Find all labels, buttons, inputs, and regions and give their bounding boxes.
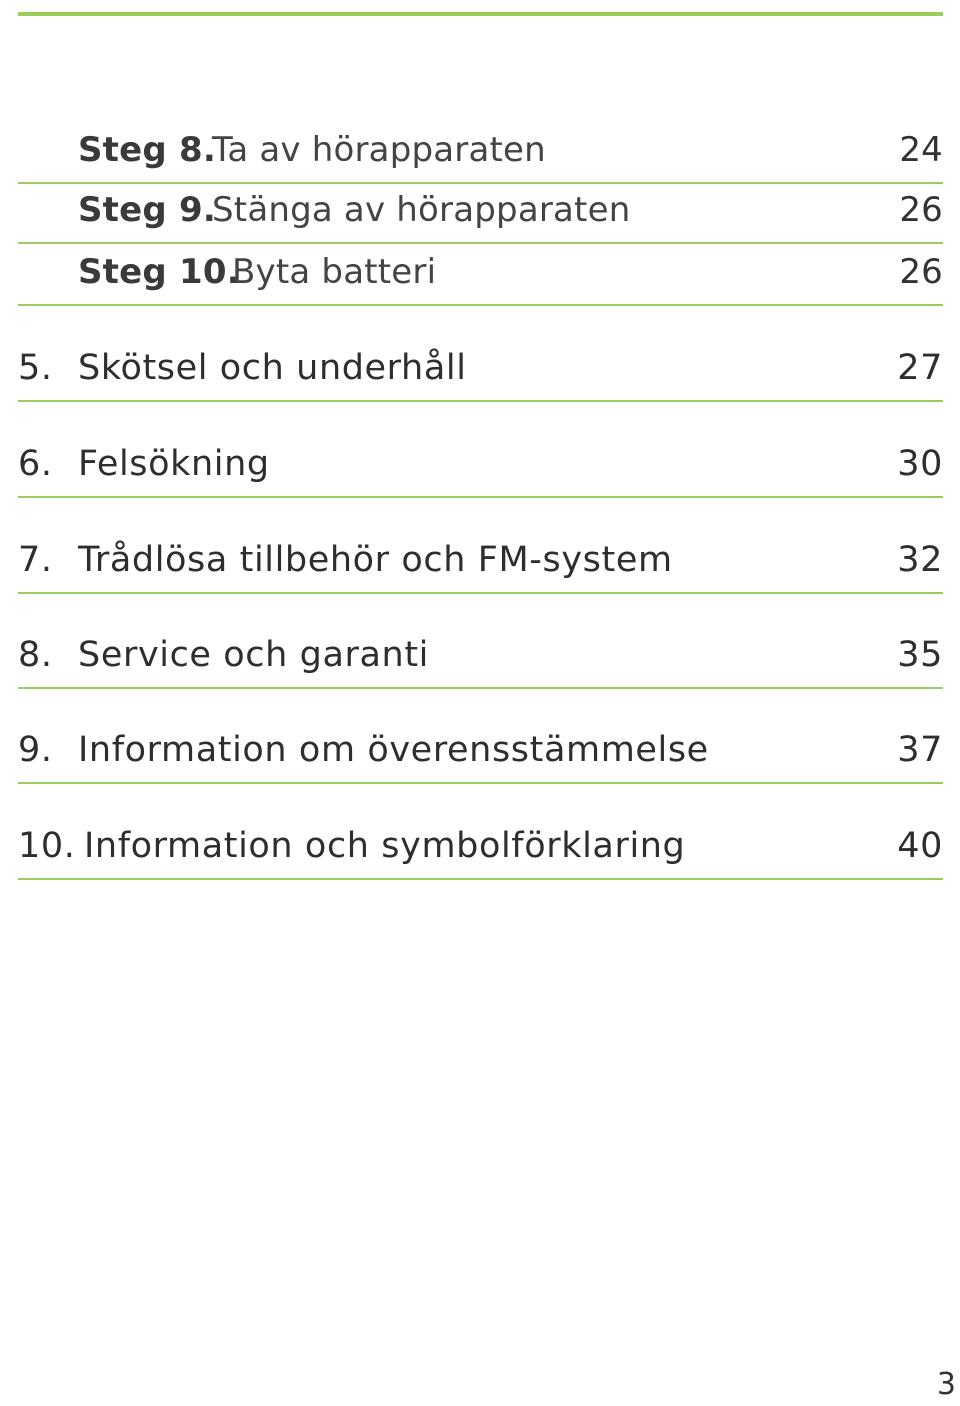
toc-entry-number: 7.: [18, 540, 53, 580]
toc-entry-number: 6.: [18, 444, 53, 484]
toc-entry-title: Information och symbolförklaring: [84, 826, 686, 866]
toc-entry-step-8[interactable]: [18, 120, 943, 184]
toc-entry-page: 37: [897, 730, 943, 770]
toc-entry-title: Felsökning: [78, 444, 270, 484]
toc-entry-step-10[interactable]: [18, 244, 943, 306]
page-number: 3: [936, 1367, 956, 1402]
toc-entry-title: Ta av hörapparaten: [212, 130, 546, 170]
toc-entry-title: Trådlösa tillbehör och FM-system: [78, 540, 673, 580]
toc-entry-number: Steg 9.: [78, 190, 216, 230]
toc-entry-title: Byta batteri: [232, 252, 437, 292]
toc-entry-page: 32: [897, 540, 943, 580]
toc-entry-title: Information om överensstämmelse: [78, 730, 709, 770]
toc-entry-chapter-6[interactable]: [18, 402, 943, 498]
toc-entry-page: 27: [897, 348, 943, 388]
toc-entry-title: Stänga av hörapparaten: [212, 190, 631, 230]
top-divider: [18, 12, 943, 16]
toc-entry-page: 26: [899, 190, 943, 230]
toc-entry-step-9[interactable]: [18, 184, 943, 244]
toc-entry-title: Service och garanti: [78, 635, 429, 675]
toc-entry-chapter-9[interactable]: [18, 689, 943, 784]
toc-entry-page: 30: [897, 444, 943, 484]
toc-entry-chapter-5[interactable]: [18, 306, 943, 402]
toc-entry-chapter-7[interactable]: [18, 498, 943, 594]
toc-entry-page: 26: [899, 252, 943, 292]
toc-entry-number: Steg 8.: [78, 130, 216, 170]
toc-entry-number: 8.: [18, 635, 53, 675]
toc-entry-chapter-10[interactable]: [18, 784, 943, 880]
toc-entry-title: Skötsel och underhåll: [78, 348, 467, 388]
toc-entry-page: 35: [897, 635, 943, 675]
toc-entry-number: 9.: [18, 730, 53, 770]
toc-entry-number: Steg 10.: [78, 252, 240, 292]
toc-entry-page: 40: [897, 826, 943, 866]
toc-entry-number: 5.: [18, 348, 53, 388]
toc-entry-number: 10.: [18, 826, 76, 866]
toc-entry-page: 24: [899, 130, 943, 170]
toc-entry-chapter-8[interactable]: [18, 594, 943, 689]
